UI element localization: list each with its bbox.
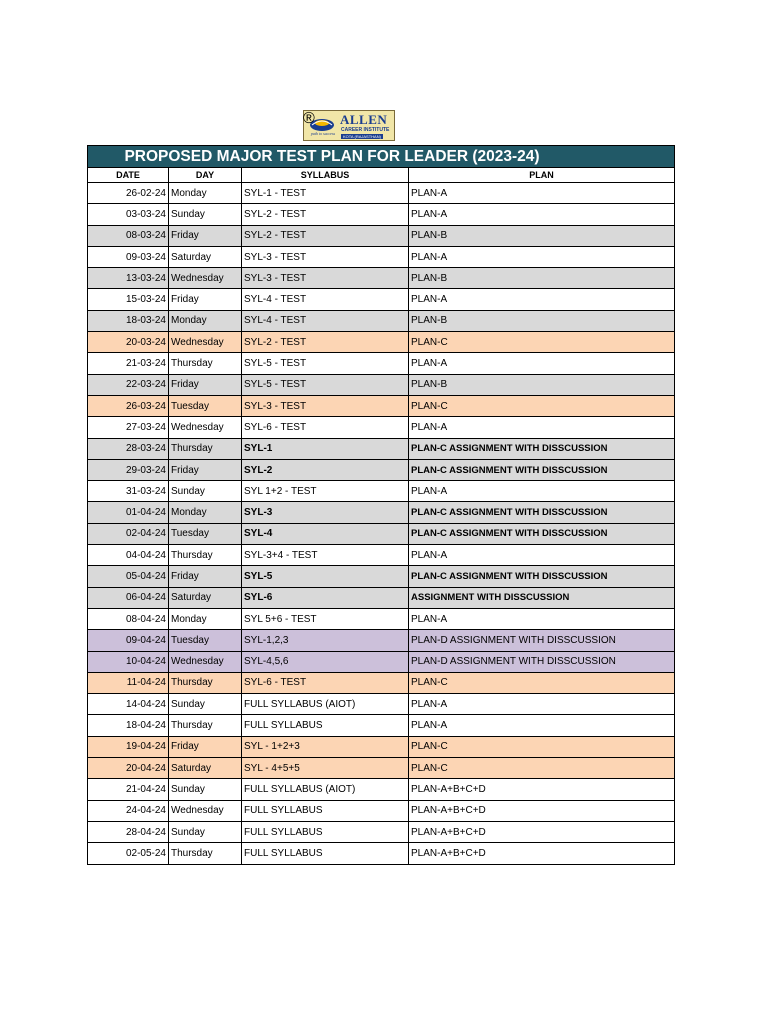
syllabus-cell: SYL-3 - TEST xyxy=(242,268,409,289)
day-cell: Saturday xyxy=(169,246,242,267)
day-cell: Friday xyxy=(169,289,242,310)
day-cell: Friday xyxy=(169,374,242,395)
day-cell: Wednesday xyxy=(169,800,242,821)
plan-cell: PLAN-C xyxy=(409,332,675,353)
syllabus-cell: SYL-6 xyxy=(242,587,409,608)
day-cell: Thursday xyxy=(169,672,242,693)
day-cell: Wednesday xyxy=(169,268,242,289)
date-cell: 20-04-24 xyxy=(88,758,169,779)
syllabus-cell: SYL-1 xyxy=(242,438,409,459)
syllabus-cell: SYL-6 - TEST xyxy=(242,672,409,693)
syllabus-cell: SYL-4 xyxy=(242,523,409,544)
syllabus-cell: SYL-1 - TEST xyxy=(242,183,409,204)
plan-cell: PLAN-C ASSIGNMENT WITH DISSCUSSION xyxy=(409,566,675,587)
syllabus-cell: FULL SYLLABUS xyxy=(242,800,409,821)
day-cell: Wednesday xyxy=(169,417,242,438)
date-cell: 24-04-24 xyxy=(88,800,169,821)
day-cell: Friday xyxy=(169,459,242,480)
table-row xyxy=(88,736,675,757)
date-cell: 09-04-24 xyxy=(88,630,169,651)
plan-cell: PLAN-A xyxy=(409,715,675,736)
syllabus-cell: SYL-4,5,6 xyxy=(242,651,409,672)
date-cell: 09-03-24 xyxy=(88,246,169,267)
table-row xyxy=(88,183,675,204)
table-row xyxy=(88,630,675,651)
test-plan-table xyxy=(87,145,675,865)
day-cell: Wednesday xyxy=(169,651,242,672)
plan-cell: PLAN-C xyxy=(409,758,675,779)
syllabus-cell: SYL-2 - TEST xyxy=(242,225,409,246)
plan-cell: PLAN-C ASSIGNMENT WITH DISSCUSSION xyxy=(409,523,675,544)
table-row xyxy=(88,481,675,502)
table-row xyxy=(88,843,675,864)
syllabus-cell: SYL-4 - TEST xyxy=(242,310,409,331)
syllabus-cell: SYL 1+2 - TEST xyxy=(242,481,409,502)
syllabus-cell: FULL SYLLABUS xyxy=(242,821,409,842)
header-syllabus: SYLLABUS xyxy=(242,168,409,183)
plan-cell: PLAN-B xyxy=(409,374,675,395)
date-cell: 03-03-24 xyxy=(88,204,169,225)
date-cell: 26-03-24 xyxy=(88,395,169,416)
plan-cell: PLAN-A xyxy=(409,545,675,566)
header-plan: PLAN xyxy=(409,168,675,183)
day-cell: Sunday xyxy=(169,694,242,715)
day-cell: Tuesday xyxy=(169,630,242,651)
syllabus-cell: SYL - 4+5+5 xyxy=(242,758,409,779)
plan-cell: PLAN-C ASSIGNMENT WITH DISSCUSSION xyxy=(409,502,675,523)
logo-subtitle: CAREER INSTITUTE xyxy=(341,127,390,133)
plan-cell: PLAN-A+B+C+D xyxy=(409,821,675,842)
date-cell: 28-03-24 xyxy=(88,438,169,459)
syllabus-cell: SYL-1,2,3 xyxy=(242,630,409,651)
date-cell: 15-03-24 xyxy=(88,289,169,310)
allen-logo xyxy=(303,110,395,141)
syllabus-cell: SYL-3+4 - TEST xyxy=(242,545,409,566)
syllabus-cell: SYL-3 xyxy=(242,502,409,523)
table-row xyxy=(88,502,675,523)
syllabus-cell: SYL-5 - TEST xyxy=(242,353,409,374)
table-row xyxy=(88,651,675,672)
table-row xyxy=(88,779,675,800)
table-row xyxy=(88,459,675,480)
date-cell: 22-03-24 xyxy=(88,374,169,395)
table-row xyxy=(88,417,675,438)
day-cell: Sunday xyxy=(169,204,242,225)
logo-tagline: path to success xyxy=(310,131,336,136)
syllabus-cell: SYL-4 - TEST xyxy=(242,289,409,310)
syllabus-cell: SYL-6 - TEST xyxy=(242,417,409,438)
day-cell: Friday xyxy=(169,566,242,587)
day-cell: Thursday xyxy=(169,438,242,459)
plan-cell: PLAN-A xyxy=(409,289,675,310)
day-cell: Monday xyxy=(169,502,242,523)
syllabus-cell: FULL SYLLABUS xyxy=(242,715,409,736)
date-cell: 21-04-24 xyxy=(88,779,169,800)
header-day: DAY xyxy=(169,168,242,183)
syllabus-cell: SYL-2 - TEST xyxy=(242,204,409,225)
table-row xyxy=(88,715,675,736)
table-title: PROPOSED MAJOR TEST PLAN FOR LEADER (2023-24) xyxy=(88,146,675,168)
table-row xyxy=(88,353,675,374)
date-cell: 28-04-24 xyxy=(88,821,169,842)
syllabus-cell: SYL-3 - TEST xyxy=(242,395,409,416)
table-row xyxy=(88,523,675,544)
syllabus-cell: SYL 5+6 - TEST xyxy=(242,608,409,629)
date-cell: 04-04-24 xyxy=(88,545,169,566)
table-row xyxy=(88,566,675,587)
syllabus-cell: SYL-5 - TEST xyxy=(242,374,409,395)
plan-cell: PLAN-B xyxy=(409,225,675,246)
plan-cell: PLAN-A+B+C+D xyxy=(409,779,675,800)
plan-cell: PLAN-A xyxy=(409,481,675,502)
table-row xyxy=(88,268,675,289)
table-row xyxy=(88,545,675,566)
plan-cell: PLAN-A xyxy=(409,246,675,267)
table-row xyxy=(88,289,675,310)
plan-cell: PLAN-C xyxy=(409,672,675,693)
date-cell: 10-04-24 xyxy=(88,651,169,672)
table-row xyxy=(88,800,675,821)
date-cell: 02-04-24 xyxy=(88,523,169,544)
logo-location: KOTA (RAJASTHAN) xyxy=(343,134,381,139)
plan-cell: PLAN-C ASSIGNMENT WITH DISSCUSSION xyxy=(409,459,675,480)
syllabus-cell: FULL SYLLABUS (AIOT) xyxy=(242,779,409,800)
day-cell: Tuesday xyxy=(169,395,242,416)
plan-cell: PLAN-A+B+C+D xyxy=(409,800,675,821)
plan-cell: PLAN-B xyxy=(409,310,675,331)
date-cell: 06-04-24 xyxy=(88,587,169,608)
table-row xyxy=(88,758,675,779)
date-cell: 31-03-24 xyxy=(88,481,169,502)
plan-cell: PLAN-C xyxy=(409,395,675,416)
day-cell: Sunday xyxy=(169,821,242,842)
table-row xyxy=(88,246,675,267)
logo-brand: ALLEN xyxy=(340,112,388,127)
day-cell: Thursday xyxy=(169,353,242,374)
syllabus-cell: SYL - 1+2+3 xyxy=(242,736,409,757)
plan-cell: PLAN-A xyxy=(409,183,675,204)
day-cell: Wednesday xyxy=(169,332,242,353)
table-row xyxy=(88,587,675,608)
table-row xyxy=(88,204,675,225)
table-row xyxy=(88,438,675,459)
date-cell: 01-04-24 xyxy=(88,502,169,523)
table-row xyxy=(88,374,675,395)
date-cell: 21-03-24 xyxy=(88,353,169,374)
date-cell: 29-03-24 xyxy=(88,459,169,480)
date-cell: 18-03-24 xyxy=(88,310,169,331)
registered-mark: ® xyxy=(303,110,315,127)
table-row xyxy=(88,225,675,246)
plan-cell: PLAN-C ASSIGNMENT WITH DISSCUSSION xyxy=(409,438,675,459)
plan-cell: PLAN-A xyxy=(409,353,675,374)
date-cell: 19-04-24 xyxy=(88,736,169,757)
date-cell: 08-04-24 xyxy=(88,608,169,629)
date-cell: 11-04-24 xyxy=(88,672,169,693)
day-cell: Thursday xyxy=(169,545,242,566)
day-cell: Friday xyxy=(169,736,242,757)
date-cell: 18-04-24 xyxy=(88,715,169,736)
date-cell: 13-03-24 xyxy=(88,268,169,289)
day-cell: Thursday xyxy=(169,715,242,736)
plan-cell: PLAN-A xyxy=(409,417,675,438)
syllabus-cell: FULL SYLLABUS xyxy=(242,843,409,864)
syllabus-cell: SYL-2 xyxy=(242,459,409,480)
table-row xyxy=(88,821,675,842)
table-header-row xyxy=(88,168,675,183)
day-cell: Monday xyxy=(169,608,242,629)
table-title-row xyxy=(88,146,675,168)
table-row xyxy=(88,310,675,331)
day-cell: Thursday xyxy=(169,843,242,864)
plan-cell: PLAN-D ASSIGNMENT WITH DISSCUSSION xyxy=(409,630,675,651)
table-row xyxy=(88,608,675,629)
table-body xyxy=(88,183,675,865)
day-cell: Monday xyxy=(169,183,242,204)
day-cell: Monday xyxy=(169,310,242,331)
date-cell: 27-03-24 xyxy=(88,417,169,438)
table-row xyxy=(88,332,675,353)
date-cell: 14-04-24 xyxy=(88,694,169,715)
syllabus-cell: FULL SYLLABUS (AIOT) xyxy=(242,694,409,715)
syllabus-cell: SYL-2 - TEST xyxy=(242,332,409,353)
day-cell: Tuesday xyxy=(169,523,242,544)
plan-cell: PLAN-A xyxy=(409,694,675,715)
plan-cell: PLAN-D ASSIGNMENT WITH DISSCUSSION xyxy=(409,651,675,672)
plan-cell: ASSIGNMENT WITH DISSCUSSION xyxy=(409,587,675,608)
syllabus-cell: SYL-3 - TEST xyxy=(242,246,409,267)
plan-cell: PLAN-A xyxy=(409,608,675,629)
plan-cell: PLAN-A xyxy=(409,204,675,225)
day-cell: Saturday xyxy=(169,758,242,779)
day-cell: Sunday xyxy=(169,481,242,502)
table-row xyxy=(88,672,675,693)
header-date: DATE xyxy=(88,168,169,183)
plan-cell: PLAN-B xyxy=(409,268,675,289)
date-cell: 26-02-24 xyxy=(88,183,169,204)
table-row xyxy=(88,395,675,416)
plan-cell: PLAN-C xyxy=(409,736,675,757)
table-row xyxy=(88,694,675,715)
date-cell: 20-03-24 xyxy=(88,332,169,353)
date-cell: 02-05-24 xyxy=(88,843,169,864)
date-cell: 05-04-24 xyxy=(88,566,169,587)
day-cell: Sunday xyxy=(169,779,242,800)
plan-cell: PLAN-A+B+C+D xyxy=(409,843,675,864)
date-cell: 08-03-24 xyxy=(88,225,169,246)
syllabus-cell: SYL-5 xyxy=(242,566,409,587)
day-cell: Friday xyxy=(169,225,242,246)
day-cell: Saturday xyxy=(169,587,242,608)
